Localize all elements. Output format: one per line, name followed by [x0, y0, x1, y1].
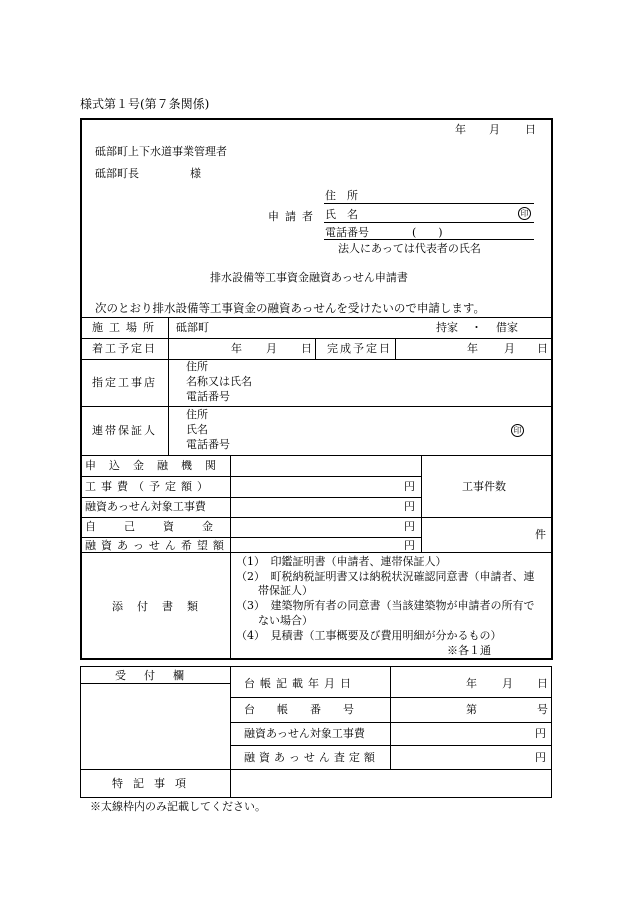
applicant-seal: 印	[518, 207, 531, 220]
finish-year: 年	[467, 342, 478, 355]
start-day: 日	[301, 342, 312, 355]
attachment-item-2-cont: 帯保証人）	[258, 584, 313, 597]
guarantor-label: 連帯保証人	[92, 424, 157, 437]
rule	[231, 745, 552, 746]
ledger-year: 年	[466, 677, 477, 690]
corporate-note: 法人にあっては代表者の氏名	[338, 242, 481, 255]
rule	[81, 476, 421, 477]
office-target-cost-label: 融資あっせん対象工事費	[244, 727, 365, 740]
ledger-date-label: 台帳記載年月日	[244, 677, 356, 690]
rule	[81, 406, 552, 407]
rule	[81, 517, 552, 518]
date-year: 年	[455, 123, 466, 136]
attachment-item-1: （1） 印鑑証明書（申請者、連帯保証人）	[236, 555, 447, 568]
site-value: 砥部町	[176, 321, 209, 334]
assessed-unit: 円	[535, 751, 546, 764]
contractor-phone: 電話番号	[186, 390, 230, 403]
rule	[168, 317, 169, 406]
assessed-label: 融資あっせん査定額	[244, 751, 379, 764]
guarantor-phone: 電話番号	[186, 438, 230, 451]
rule	[315, 338, 316, 359]
own-funds-label: 自己資金	[85, 520, 241, 533]
site-dot: ・	[471, 321, 482, 334]
rule	[231, 722, 552, 723]
attachments-label: 添付書類	[112, 600, 212, 613]
date-day: 日	[525, 123, 536, 136]
contractor-address: 住所	[186, 360, 208, 373]
rule	[395, 338, 396, 359]
applicant-phone-parens: ( )	[412, 226, 443, 239]
rule	[390, 666, 391, 769]
loan-request-unit: 円	[404, 539, 415, 552]
ledger-no-label: 台帳番号	[244, 703, 376, 716]
own-funds-unit: 円	[404, 520, 415, 533]
contractor-name: 名称又は氏名	[186, 375, 252, 388]
guarantor-seal: 印	[511, 424, 524, 437]
rule	[81, 683, 230, 684]
date-month: 月	[489, 123, 500, 136]
office-target-cost-unit: 円	[535, 727, 546, 740]
ledger-month: 月	[502, 677, 513, 690]
rule	[81, 338, 552, 339]
rule	[81, 769, 552, 770]
rule	[231, 697, 552, 698]
attachment-item-4: （4） 見積書（工事概要及び費用明細が分かるもの）	[236, 629, 502, 642]
guarantor-address: 住所	[186, 408, 208, 421]
contractor-label: 指定工事店	[92, 376, 157, 389]
rule	[421, 455, 422, 552]
ledger-no-suffix: 号	[537, 703, 548, 716]
start-label: 着工予定日	[92, 342, 157, 355]
applicant-address-label: 住 所	[325, 189, 358, 202]
target-cost-label: 融資あっせん対象工事費	[85, 500, 206, 513]
finish-day: 日	[537, 342, 548, 355]
rule	[81, 455, 552, 456]
addressee-honorific: 様	[190, 167, 201, 180]
site-rent: 借家	[496, 321, 518, 334]
applicant-name-label: 氏 名	[325, 208, 358, 221]
ledger-day: 日	[537, 677, 548, 690]
attachment-item-3: （3） 建築物所有者の同意書（当該建築物が申請者の所有で	[236, 599, 535, 612]
work-count-label: 工事件数	[462, 480, 506, 493]
rule	[168, 406, 169, 455]
form-title: 排水設備等工事資金融資あっせん申請書	[210, 271, 408, 284]
rule	[81, 552, 552, 553]
attachments-note: ※各１通	[447, 644, 491, 657]
attachment-item-2: （2） 町税納税証明書又は納税状況確認同意書（申請者、連	[236, 570, 535, 583]
applicant-phone-line	[324, 239, 534, 240]
loan-request-label: 融資あっせん希望額	[85, 539, 229, 552]
site-own: 持家	[436, 321, 458, 334]
guarantor-name: 氏名	[186, 423, 208, 436]
remarks-label: 特記事項	[112, 777, 196, 790]
cost-label: 工事費（予定額）	[85, 480, 213, 493]
addressee-line1: 砥部町上下水道事業管理者	[95, 145, 227, 158]
cost-unit: 円	[404, 480, 415, 493]
ledger-no-prefix: 第	[466, 703, 477, 716]
finish-month: 月	[504, 342, 515, 355]
rule	[81, 317, 552, 318]
rule	[81, 537, 421, 538]
rule	[230, 666, 231, 798]
target-cost-unit: 円	[404, 500, 415, 513]
finish-label: 完成予定日	[327, 342, 392, 355]
addressee-line2: 砥部町長	[95, 167, 139, 180]
reception-label: 受付欄	[115, 669, 202, 682]
work-count-unit: 件	[535, 528, 546, 541]
attachment-item-3-cont: ない場合）	[258, 614, 313, 627]
rule	[81, 359, 552, 360]
applicant-address-line	[324, 203, 534, 204]
intro-text: 次のとおり排水設備等工事資金の融資あっせんを受けたいので申請します。	[95, 301, 485, 315]
applicant-name-line	[324, 222, 534, 223]
form-number: 様式第１号(第７条関係)	[80, 97, 210, 111]
start-month: 月	[266, 342, 277, 355]
footer-note: ※太線枠内のみ記載してください。	[90, 800, 266, 813]
bank-label: 申込金融機関	[85, 459, 229, 472]
site-label: 施工場所	[92, 321, 160, 334]
applicant-phone-label: 電話番号	[325, 226, 369, 239]
start-year: 年	[231, 342, 242, 355]
rule	[230, 455, 231, 659]
rule	[81, 497, 421, 498]
applicant-label: 申請者	[268, 210, 319, 223]
